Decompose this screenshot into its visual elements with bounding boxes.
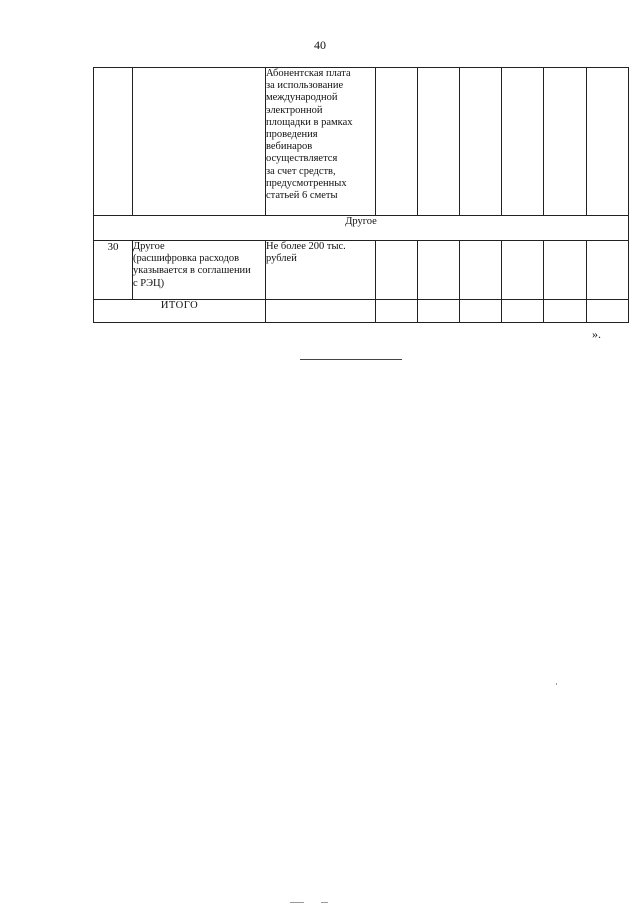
cell-empty: [587, 300, 629, 323]
scan-speck: [321, 902, 328, 903]
page-number: 40: [314, 38, 326, 52]
cell-empty: [376, 300, 418, 323]
cell-description: Абонентская плата за использование международной электронной площадки в рамках проведения вебинаров осуществляется за счет средств, предусмотренных статьей 6 сметы: [266, 68, 376, 216]
cell-empty: [376, 241, 418, 300]
cell-empty: [502, 68, 544, 216]
table-row-30: [94, 241, 629, 300]
cell-empty: [544, 300, 587, 323]
cell-empty: [587, 241, 629, 300]
cell-empty: [418, 241, 460, 300]
cell-empty: [376, 68, 418, 216]
expense-table: [93, 67, 629, 323]
cell-number-empty: [94, 68, 133, 216]
cell-empty: [460, 68, 502, 216]
table-section-row: [94, 216, 629, 241]
cell-name-empty: [133, 68, 266, 216]
cell-empty: [587, 68, 629, 216]
cell-empty: [418, 300, 460, 323]
closing-quote: ».: [592, 327, 601, 341]
cell-empty: [502, 241, 544, 300]
cell-empty: [544, 241, 587, 300]
row-limit: Не более 200 тыс. рублей: [266, 241, 376, 300]
row-number: 30: [94, 241, 133, 300]
section-header-other: Другое: [94, 216, 629, 241]
total-label: ИТОГО: [94, 300, 266, 323]
cell-empty: [502, 300, 544, 323]
end-rule: [300, 359, 402, 360]
cell-empty: [460, 241, 502, 300]
table-row-continuation: [94, 68, 629, 216]
scan-speck: [556, 683, 557, 685]
scan-speck: [290, 902, 304, 903]
table-row-total: [94, 300, 629, 323]
cell-empty: [418, 68, 460, 216]
row-name: Другое (расшифровка расходов указывается в соглашении с РЭЦ): [133, 241, 266, 300]
cell-empty: [460, 300, 502, 323]
cell-empty: [544, 68, 587, 216]
cell-empty: [266, 300, 376, 323]
